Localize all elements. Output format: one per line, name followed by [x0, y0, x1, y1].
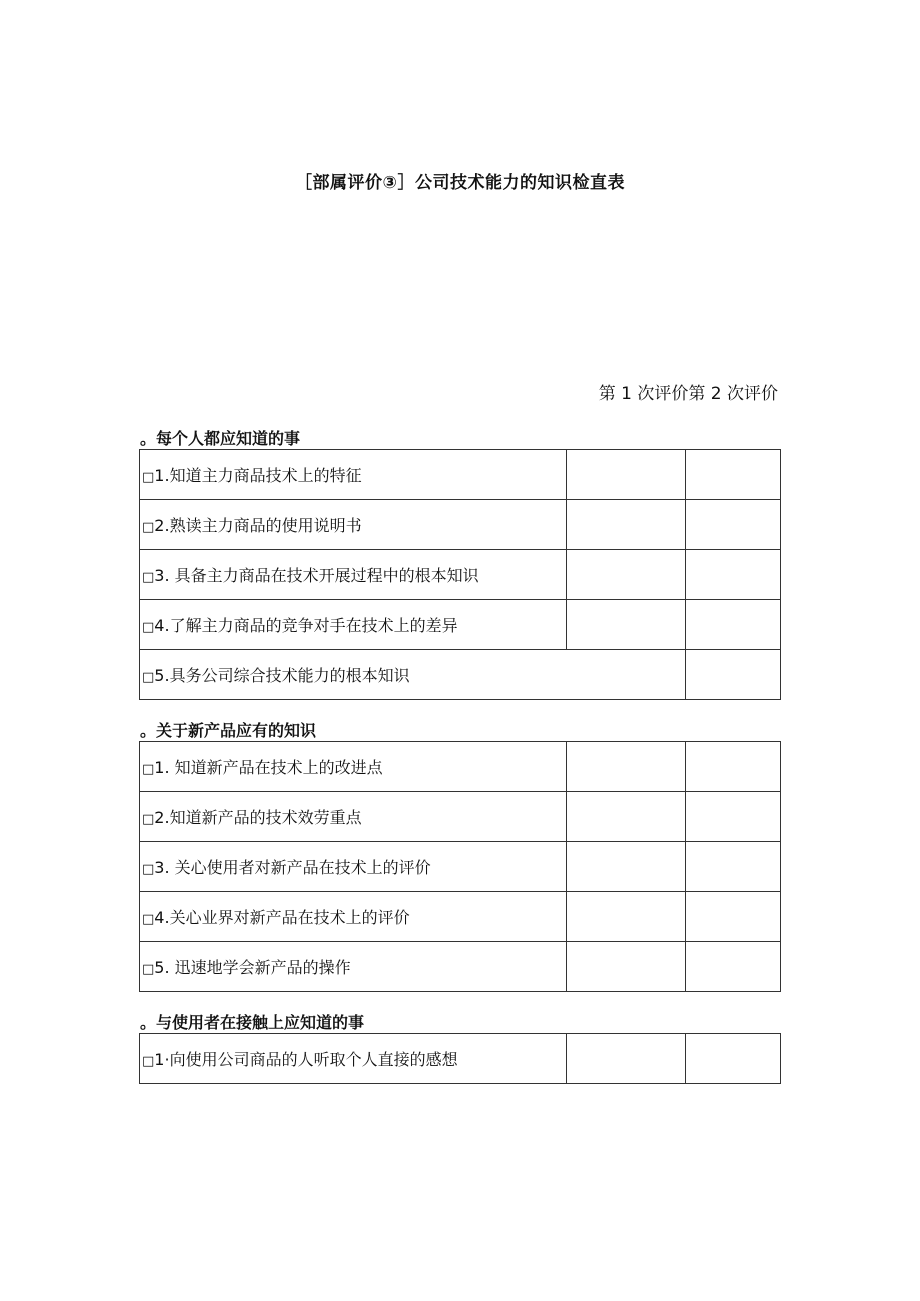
table-row: [140, 1034, 781, 1084]
second-evaluation-cell[interactable]: [686, 500, 781, 550]
section-title-new-product: 。关于新产品应有的知识: [140, 721, 317, 740]
evaluation-columns-header: 第 1 次评价第 2 次评价: [598, 384, 778, 404]
first-evaluation-cell[interactable]: [567, 742, 686, 792]
checkbox[interactable]: □: [142, 620, 155, 635]
second-evaluation-cell[interactable]: [686, 550, 781, 600]
table-row: [140, 550, 781, 600]
first-evaluation-cell[interactable]: [567, 792, 686, 842]
item-label-cell: [140, 842, 567, 892]
item-label-cell: [140, 892, 567, 942]
item-label-cell: [140, 742, 567, 792]
item-text: 2.知道新产品的技术效劳重点: [154, 808, 362, 827]
table-row: [140, 450, 781, 500]
item-label-cell: [140, 600, 567, 650]
first-evaluation-cell[interactable]: [567, 550, 686, 600]
first-evaluation-cell[interactable]: [567, 942, 686, 992]
item-text: 5. 迅速地学会新产品的操作: [154, 958, 351, 977]
checkbox[interactable]: □: [142, 470, 155, 485]
first-evaluation-cell[interactable]: [567, 600, 686, 650]
table-row: [140, 842, 781, 892]
checkbox[interactable]: □: [142, 670, 155, 685]
second-evaluation-cell[interactable]: [686, 600, 781, 650]
first-evaluation-cell[interactable]: [567, 1034, 686, 1084]
item-label-cell: [140, 942, 567, 992]
second-evaluation-cell[interactable]: [686, 650, 781, 700]
checkbox[interactable]: □: [142, 912, 155, 927]
item-label-cell: [140, 550, 567, 600]
item-label-cell: [140, 500, 567, 550]
second-evaluation-cell[interactable]: [686, 450, 781, 500]
table-row: [140, 500, 781, 550]
checklist-table-user-contact: [139, 1033, 781, 1084]
second-evaluation-cell[interactable]: [686, 792, 781, 842]
second-evaluation-cell[interactable]: [686, 742, 781, 792]
second-evaluation-cell[interactable]: [686, 942, 781, 992]
checkbox[interactable]: □: [142, 862, 155, 877]
table-row: [140, 650, 781, 700]
item-text: 4.了解主力商品的竞争对手在技术上的差异: [154, 616, 458, 635]
second-evaluation-cell[interactable]: [686, 1034, 781, 1084]
checkbox[interactable]: □: [142, 962, 155, 977]
table-row: [140, 892, 781, 942]
item-text: 3. 关心使用者对新产品在技术上的评价: [154, 858, 431, 877]
table-row: [140, 742, 781, 792]
checkbox[interactable]: □: [142, 812, 155, 827]
second-evaluation-cell[interactable]: [686, 892, 781, 942]
item-text: 1.知道主力商品技术上的特征: [154, 466, 362, 485]
first-evaluation-cell[interactable]: [567, 450, 686, 500]
item-label-cell: [140, 650, 686, 700]
section-title-everyone: 。每个人都应知道的事: [140, 429, 301, 448]
item-text: 5.具务公司综合技术能力的根本知识: [154, 666, 410, 685]
first-evaluation-cell[interactable]: [567, 500, 686, 550]
checkbox[interactable]: □: [142, 762, 155, 777]
table-row: [140, 600, 781, 650]
item-text: 2.熟读主力商品的使用说明书: [154, 516, 362, 535]
checkbox[interactable]: □: [142, 570, 155, 585]
item-text: 3. 具备主力商品在技术开展过程中的根本知识: [154, 566, 479, 585]
checklist-table-new-product: [139, 741, 781, 992]
item-label-cell: [140, 1034, 567, 1084]
checkbox[interactable]: □: [142, 1054, 155, 1069]
checkbox[interactable]: □: [142, 520, 155, 535]
second-evaluation-cell[interactable]: [686, 842, 781, 892]
table-row: [140, 942, 781, 992]
page-title: ［部属评价③］公司技术能力的知识检直表: [295, 173, 625, 193]
item-label-cell: [140, 450, 567, 500]
first-evaluation-cell[interactable]: [567, 842, 686, 892]
item-label-cell: [140, 792, 567, 842]
checklist-table-everyone: [139, 449, 781, 700]
item-text: 4.关心业界对新产品在技术上的评价: [154, 908, 410, 927]
item-text: 1. 知道新产品在技术上的改进点: [154, 758, 383, 777]
item-text: 1·向使用公司商品的人听取个人直接的感想: [154, 1050, 458, 1069]
section-title-user-contact: 。与使用者在接触上应知道的事: [140, 1013, 365, 1032]
first-evaluation-cell[interactable]: [567, 892, 686, 942]
table-row: [140, 792, 781, 842]
